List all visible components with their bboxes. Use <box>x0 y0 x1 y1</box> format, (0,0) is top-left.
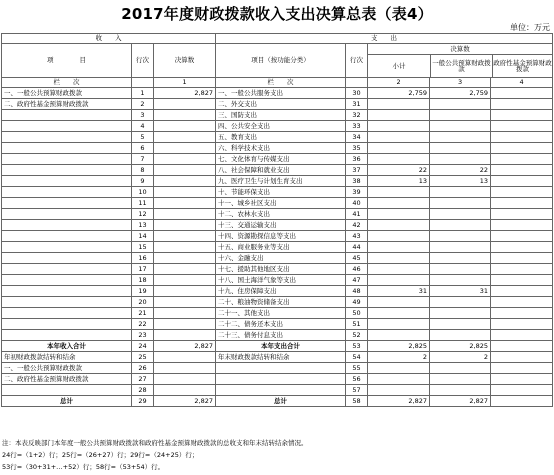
expense-gov-fund <box>491 121 553 132</box>
income-amount <box>154 110 216 121</box>
income-row-no: 18 <box>132 275 154 286</box>
expense-general-budget: 2,827 <box>430 396 491 407</box>
expense-subtotal <box>368 297 430 308</box>
income-amount <box>154 319 216 330</box>
col-index-3: 3 <box>430 78 491 88</box>
income-amount <box>154 209 216 220</box>
income-item: 一、一般公共预算财政拨款 <box>2 88 132 99</box>
expense-item: 七、文化体育与传媒支出 <box>216 154 346 165</box>
income-item <box>2 165 132 176</box>
income-item: 一、一般公共预算财政拨款 <box>2 363 132 374</box>
expense-item <box>216 363 346 374</box>
income-amount <box>154 231 216 242</box>
income-amount <box>154 275 216 286</box>
exp-final-header: 决算数 <box>368 44 552 55</box>
expense-item: 十四、资源勘探信息等支出 <box>216 231 346 242</box>
unit-label: 单位：万元 <box>510 23 550 32</box>
income-amount <box>154 154 216 165</box>
expense-subtotal: 31 <box>368 286 430 297</box>
table-row <box>2 154 553 165</box>
expense-general-budget <box>430 121 491 132</box>
table-row <box>2 176 553 187</box>
expense-subtotal <box>368 242 430 253</box>
income-amount <box>154 264 216 275</box>
expense-general-budget <box>430 319 491 330</box>
note-line: 注：本表反映部门本年度一般公共预算财政拨款和政府性基金预算财政拨款的总收支和年末结转结余情况。 <box>2 439 308 447</box>
row-no-header: 行次 <box>132 44 154 78</box>
income-amount <box>154 242 216 253</box>
income-amount <box>154 308 216 319</box>
income-amount <box>154 198 216 209</box>
expense-subtotal <box>368 132 430 143</box>
expense-subtotal <box>368 99 430 110</box>
expense-subtotal <box>368 319 430 330</box>
income-item <box>2 264 132 275</box>
expense-item <box>216 374 346 385</box>
income-row-no: 14 <box>132 231 154 242</box>
income-item: 二、政府性基金预算财政拨款 <box>2 374 132 385</box>
expense-gov-fund <box>491 110 553 121</box>
expense-gov-fund <box>491 319 553 330</box>
table-row <box>2 132 553 143</box>
income-row-no: 17 <box>132 264 154 275</box>
expense-subtotal: 22 <box>368 165 430 176</box>
table-row <box>2 286 553 297</box>
expense-item: 二、外交支出 <box>216 99 346 110</box>
expense-item: 五、教育支出 <box>216 132 346 143</box>
expense-general-budget <box>430 374 491 385</box>
table-row <box>2 165 553 176</box>
expense-subtotal <box>368 231 430 242</box>
expense-item: 十五、商业服务业等支出 <box>216 242 346 253</box>
col-blank <box>346 78 368 88</box>
expense-general-budget <box>430 110 491 121</box>
income-item <box>2 231 132 242</box>
income-row-no: 11 <box>132 198 154 209</box>
final-amount-header: 决算数 <box>154 44 216 78</box>
table-row <box>2 297 553 308</box>
expense-general-budget: 2,759 <box>430 88 491 99</box>
expense-gov-fund <box>491 209 553 220</box>
income-row-no: 15 <box>132 242 154 253</box>
header-row-1 <box>2 34 553 44</box>
general-budget-header: 一般公共预算财政拨款 <box>431 55 493 77</box>
income-item <box>2 132 132 143</box>
table-row <box>2 110 553 121</box>
income-item: 二、政府性基金预算财政拨款 <box>2 99 132 110</box>
income-amount: 2,827 <box>154 341 216 352</box>
expense-row-no: 41 <box>346 209 368 220</box>
subtotal-header: 小计 <box>368 55 431 77</box>
income-row-no: 3 <box>132 110 154 121</box>
expense-gov-fund <box>491 88 553 99</box>
expense-general-budget <box>430 198 491 209</box>
expense-gov-fund <box>491 330 553 341</box>
income-row-no: 12 <box>132 209 154 220</box>
expense-row-no: 47 <box>346 275 368 286</box>
income-amount <box>154 385 216 396</box>
expense-general-budget <box>430 264 491 275</box>
income-item <box>2 187 132 198</box>
income-amount <box>154 363 216 374</box>
income-item: 年初财政拨款结转和结余 <box>2 352 132 363</box>
table-row <box>2 385 553 396</box>
income-amount <box>154 220 216 231</box>
income-row-no: 7 <box>132 154 154 165</box>
income-amount <box>154 132 216 143</box>
expense-gov-fund <box>491 264 553 275</box>
expense-gov-fund <box>491 286 553 297</box>
income-amount <box>154 121 216 132</box>
expense-subtotal: 13 <box>368 176 430 187</box>
income-item <box>2 121 132 132</box>
expense-subtotal <box>368 363 430 374</box>
table-row <box>2 143 553 154</box>
expense-row-no: 45 <box>346 253 368 264</box>
expense-general-budget <box>430 253 491 264</box>
income-row-no: 13 <box>132 220 154 231</box>
expense-general-budget <box>430 209 491 220</box>
income-item <box>2 154 132 165</box>
expense-general-budget <box>430 154 491 165</box>
income-amount <box>154 286 216 297</box>
expense-subtotal: 2,759 <box>368 88 430 99</box>
income-row-no: 8 <box>132 165 154 176</box>
income-item <box>2 330 132 341</box>
income-row-no: 25 <box>132 352 154 363</box>
column-index-row <box>2 78 553 88</box>
income-item <box>2 198 132 209</box>
income-row-no: 20 <box>132 297 154 308</box>
income-amount: 2,827 <box>154 88 216 99</box>
expense-row-no: 33 <box>346 121 368 132</box>
col-index-4: 4 <box>491 78 553 88</box>
exp-row-no-header: 行次 <box>346 44 368 78</box>
expense-general-budget <box>430 143 491 154</box>
expense-subtotal <box>368 187 430 198</box>
income-row-no: 22 <box>132 319 154 330</box>
col-label-right: 栏 次 <box>216 78 346 88</box>
expense-general-budget: 2 <box>430 352 491 363</box>
table-row <box>2 264 553 275</box>
expense-item: 十一、城乡社区支出 <box>216 198 346 209</box>
expense-general-budget <box>430 242 491 253</box>
expense-subtotal: 2,825 <box>368 341 430 352</box>
table-row <box>2 374 553 385</box>
income-amount <box>154 352 216 363</box>
income-amount <box>154 165 216 176</box>
expense-subtotal <box>368 121 430 132</box>
income-item <box>2 297 132 308</box>
expense-header: 支 出 <box>216 34 553 44</box>
expense-row-no: 32 <box>346 110 368 121</box>
expense-row-no: 39 <box>346 187 368 198</box>
expense-subtotal <box>368 308 430 319</box>
expense-general-budget <box>430 187 491 198</box>
income-amount: 2,827 <box>154 396 216 407</box>
expense-general-budget <box>430 132 491 143</box>
expense-gov-fund <box>491 374 553 385</box>
expense-row-no: 50 <box>346 308 368 319</box>
col-label-left: 栏 次 <box>2 78 132 88</box>
income-row-no: 28 <box>132 385 154 396</box>
expense-gov-fund <box>491 198 553 209</box>
expense-subtotal <box>368 198 430 209</box>
expense-item: 总计 <box>216 396 346 407</box>
expense-subtotal: 2 <box>368 352 430 363</box>
income-item <box>2 319 132 330</box>
header-row-2 <box>2 44 553 78</box>
table-row <box>2 121 553 132</box>
expense-gov-fund <box>491 99 553 110</box>
expense-row-no: 42 <box>346 220 368 231</box>
expense-gov-fund <box>491 231 553 242</box>
expense-gov-fund <box>491 341 553 352</box>
col-index-1: 1 <box>154 78 216 88</box>
expense-item: 十八、国土海洋气象等支出 <box>216 275 346 286</box>
expense-item: 十九、住房保障支出 <box>216 286 346 297</box>
income-amount <box>154 176 216 187</box>
table-row <box>2 341 553 352</box>
notes <box>2 437 552 473</box>
expense-subtotal <box>368 264 430 275</box>
table-row <box>2 308 553 319</box>
income-row-no: 29 <box>132 396 154 407</box>
expense-gov-fund <box>491 220 553 231</box>
expense-subtotal <box>368 143 430 154</box>
expense-subtotal <box>368 220 430 231</box>
income-row-no: 4 <box>132 121 154 132</box>
income-item <box>2 253 132 264</box>
table-row <box>2 242 553 253</box>
expense-general-budget <box>430 99 491 110</box>
item-header: 项 目 <box>2 44 132 78</box>
income-item <box>2 385 132 396</box>
expense-row-no: 57 <box>346 385 368 396</box>
income-row-no: 21 <box>132 308 154 319</box>
income-row-no: 1 <box>132 88 154 99</box>
expense-row-no: 51 <box>346 319 368 330</box>
expense-subtotal: 2,827 <box>368 396 430 407</box>
expense-gov-fund <box>491 187 553 198</box>
expense-row-no: 56 <box>346 374 368 385</box>
expense-general-budget <box>430 297 491 308</box>
income-amount <box>154 253 216 264</box>
expense-gov-fund <box>491 385 553 396</box>
table-row <box>2 363 553 374</box>
expense-row-no: 46 <box>346 264 368 275</box>
expense-gov-fund <box>491 297 553 308</box>
expense-item: 三、国防支出 <box>216 110 346 121</box>
table-row <box>2 231 553 242</box>
expense-item: 本年支出合计 <box>216 341 346 352</box>
expense-subtotal <box>368 209 430 220</box>
note-line: 53行=（30+31+…+52）行；58行=（53+54）行。 <box>2 463 165 471</box>
note-line: 24行=（1+2）行；25行=（26+27）行；29行=（24+25）行； <box>2 451 199 459</box>
expense-row-no: 37 <box>346 165 368 176</box>
expense-item: 十六、金融支出 <box>216 253 346 264</box>
expense-gov-fund <box>491 176 553 187</box>
income-amount <box>154 99 216 110</box>
expense-general-budget <box>430 330 491 341</box>
expense-item: 六、科学技术支出 <box>216 143 346 154</box>
expense-item: 十三、交通运输支出 <box>216 220 346 231</box>
expense-item: 二十、粮油物资储备支出 <box>216 297 346 308</box>
gov-fund-header: 政府性基金预算财政拨款 <box>493 58 552 73</box>
expense-gov-fund <box>491 308 553 319</box>
expense-subtotal <box>368 374 430 385</box>
expense-subtotal <box>368 330 430 341</box>
expense-row-no: 44 <box>346 242 368 253</box>
income-row-no: 6 <box>132 143 154 154</box>
income-item <box>2 143 132 154</box>
income-item <box>2 110 132 121</box>
expense-item: 九、医疗卫生与计划生育支出 <box>216 176 346 187</box>
expense-item: 一、一般公共服务支出 <box>216 88 346 99</box>
expense-gov-fund <box>491 253 553 264</box>
table-row <box>2 187 553 198</box>
expense-general-budget <box>430 275 491 286</box>
expense-row-no: 30 <box>346 88 368 99</box>
expense-row-no: 49 <box>346 297 368 308</box>
expense-row-no: 35 <box>346 143 368 154</box>
income-amount <box>154 187 216 198</box>
expense-subtotal <box>368 385 430 396</box>
expense-gov-fund <box>491 352 553 363</box>
income-row-no: 27 <box>132 374 154 385</box>
col-blank <box>132 78 154 88</box>
expense-item: 二十一、其他支出 <box>216 308 346 319</box>
expense-item: 年末财政拨款结转和结余 <box>216 352 346 363</box>
income-item <box>2 220 132 231</box>
table-row <box>2 330 553 341</box>
expense-row-no: 53 <box>346 341 368 352</box>
table-row <box>2 88 553 99</box>
col-index-2: 2 <box>368 78 430 88</box>
income-amount <box>154 143 216 154</box>
expense-gov-fund <box>491 165 553 176</box>
expense-gov-fund <box>491 242 553 253</box>
income-item <box>2 308 132 319</box>
income-row-no: 9 <box>132 176 154 187</box>
expense-row-no: 43 <box>346 231 368 242</box>
expense-row-no: 34 <box>346 132 368 143</box>
expense-row-no: 31 <box>346 99 368 110</box>
expense-row-no: 48 <box>346 286 368 297</box>
expense-gov-fund <box>491 154 553 165</box>
income-row-no: 23 <box>132 330 154 341</box>
expense-general-budget <box>430 385 491 396</box>
expense-subtotal <box>368 110 430 121</box>
income-row-no: 5 <box>132 132 154 143</box>
table-row <box>2 352 553 363</box>
expense-gov-fund <box>491 275 553 286</box>
income-row-no: 24 <box>132 341 154 352</box>
income-header: 收 入 <box>2 34 216 44</box>
expense-item: 十二、农林水支出 <box>216 209 346 220</box>
exp-final-group <box>368 44 553 78</box>
expense-row-no: 40 <box>346 198 368 209</box>
table-row <box>2 198 553 209</box>
table-row <box>2 253 553 264</box>
income-row-no: 2 <box>132 99 154 110</box>
exp-item-header: 项目（按功能分类） <box>216 44 346 78</box>
table-row <box>2 209 553 220</box>
income-row-no: 16 <box>132 253 154 264</box>
expense-subtotal <box>368 275 430 286</box>
table-row <box>2 319 553 330</box>
expense-item: 四、公共安全支出 <box>216 121 346 132</box>
expense-row-no: 38 <box>346 176 368 187</box>
expense-gov-fund <box>491 363 553 374</box>
income-item <box>2 275 132 286</box>
income-item: 总计 <box>2 396 132 407</box>
income-amount <box>154 374 216 385</box>
expense-general-budget: 31 <box>430 286 491 297</box>
expense-general-budget <box>430 220 491 231</box>
expense-row-no: 55 <box>346 363 368 374</box>
expense-general-budget: 13 <box>430 176 491 187</box>
income-item <box>2 242 132 253</box>
expense-item: 十、节能环保支出 <box>216 187 346 198</box>
expense-gov-fund <box>491 396 553 407</box>
expense-item: 二十二、债务还本支出 <box>216 319 346 330</box>
expense-general-budget: 2,825 <box>430 341 491 352</box>
budget-table <box>1 33 553 407</box>
table-row <box>2 396 553 407</box>
expense-general-budget <box>430 308 491 319</box>
income-item <box>2 286 132 297</box>
expense-general-budget <box>430 363 491 374</box>
expense-item <box>216 385 346 396</box>
expense-item: 十七、援助其他地区支出 <box>216 264 346 275</box>
income-amount <box>154 297 216 308</box>
expense-item: 二十三、债务付息支出 <box>216 330 346 341</box>
income-item <box>2 176 132 187</box>
expense-gov-fund <box>491 143 553 154</box>
expense-item: 八、社会保障和就业支出 <box>216 165 346 176</box>
expense-row-no: 36 <box>346 154 368 165</box>
income-row-no: 19 <box>132 286 154 297</box>
income-row-no: 10 <box>132 187 154 198</box>
income-row-no: 26 <box>132 363 154 374</box>
expense-row-no: 54 <box>346 352 368 363</box>
table-row <box>2 275 553 286</box>
report-title: 2017年度财政拨款收入支出决算总表（表4） <box>121 5 433 23</box>
expense-row-no: 58 <box>346 396 368 407</box>
expense-subtotal <box>368 253 430 264</box>
table-row <box>2 99 553 110</box>
table-row <box>2 220 553 231</box>
expense-row-no: 52 <box>346 330 368 341</box>
expense-general-budget: 22 <box>430 165 491 176</box>
expense-gov-fund <box>491 132 553 143</box>
income-item: 本年收入合计 <box>2 341 132 352</box>
expense-subtotal <box>368 154 430 165</box>
income-item <box>2 209 132 220</box>
income-amount <box>154 330 216 341</box>
expense-general-budget <box>430 231 491 242</box>
